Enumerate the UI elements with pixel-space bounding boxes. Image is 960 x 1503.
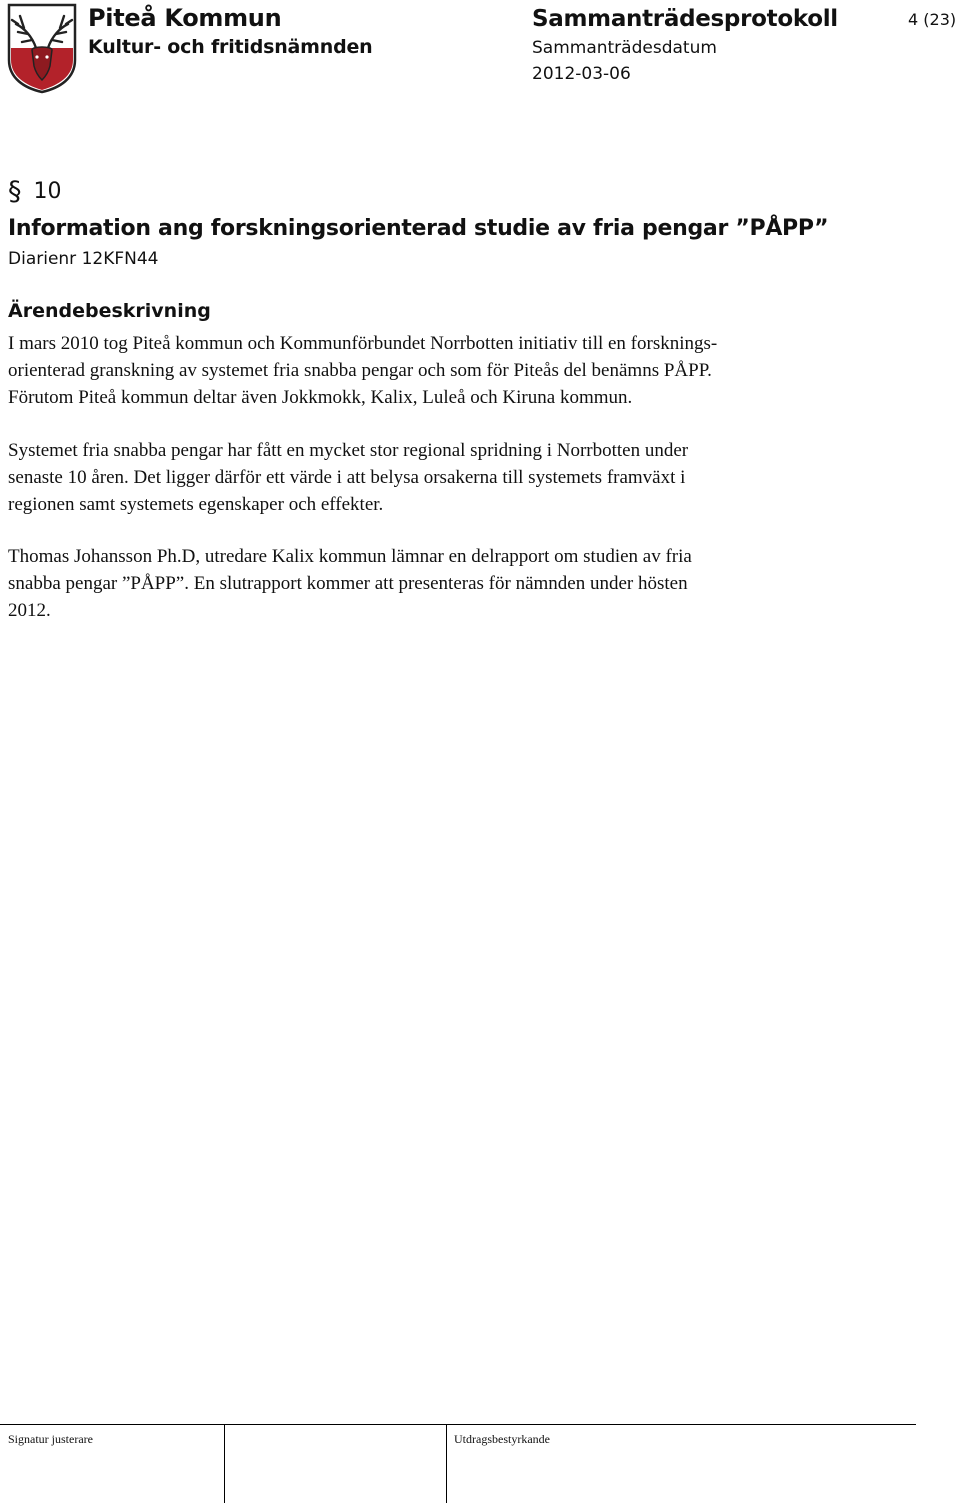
meeting-date: 2012-03-06 [532,64,631,84]
paragraph [8,330,888,411]
section-number [8,178,62,205]
paragraph-line: I mars 2010 tog Piteå kommun och Kommunförbundet Norrbotten initiativ till en forsknings- [8,333,718,354]
department-name: Kultur- och fritidsnämnden [88,36,373,58]
reindeer-logo-icon [6,2,78,94]
paragraph [8,437,888,518]
date-label: Sammanträdesdatum [532,38,717,58]
section-number-value: 10 [33,179,62,204]
signature-field-label: Signatur justerare [8,1432,93,1446]
page-number: 4 (23) [908,10,957,29]
paragraph-line: Systemet fria snabba pengar har fått en mycket stor regional spridning i Norrbotten under [8,440,689,461]
signature-footer [0,1424,916,1503]
paragraph [8,543,888,624]
paragraph-line: 2012. [8,600,51,621]
section-title: Information ang forskningsorienterad studie av fria pengar ”PÅPP” [8,216,829,241]
organization-name: Piteå Kommun [88,4,282,32]
footer-divider [446,1424,447,1503]
extract-certification-label: Utdragsbestyrkande [454,1432,550,1446]
footer-divider [224,1424,225,1503]
section-symbol: § [8,176,22,207]
diary-number: Diarienr 12KFN44 [8,249,159,269]
paragraph-line: senaste 10 åren. Det ligger därför ett värde i att belysa orsakerna till systemets framväxt i [8,467,686,488]
footer-rule [0,1424,916,1425]
paragraph-line: regionen samt systemets egenskaper och effekter. [8,494,384,515]
paragraph-line: Thomas Johansson Ph.D, utredare Kalix kommun lämnar en delrapport om studien av fria [8,546,692,567]
document-type: Sammanträdesprotokoll [532,6,838,32]
case-description-heading: Ärendebeskrivning [8,300,211,322]
paragraph-line: Förutom Piteå kommun deltar även Jokkmokk, Kalix, Luleå och Kiruna kommun. [8,387,633,408]
paragraph-line: orienterad granskning av systemet fria snabba pengar och som för Piteås del benämns PÅPP. [8,360,712,381]
paragraph-line: snabba pengar ”PÅPP”. En slutrapport kommer att presenteras för nämnden under hösten [8,573,688,594]
